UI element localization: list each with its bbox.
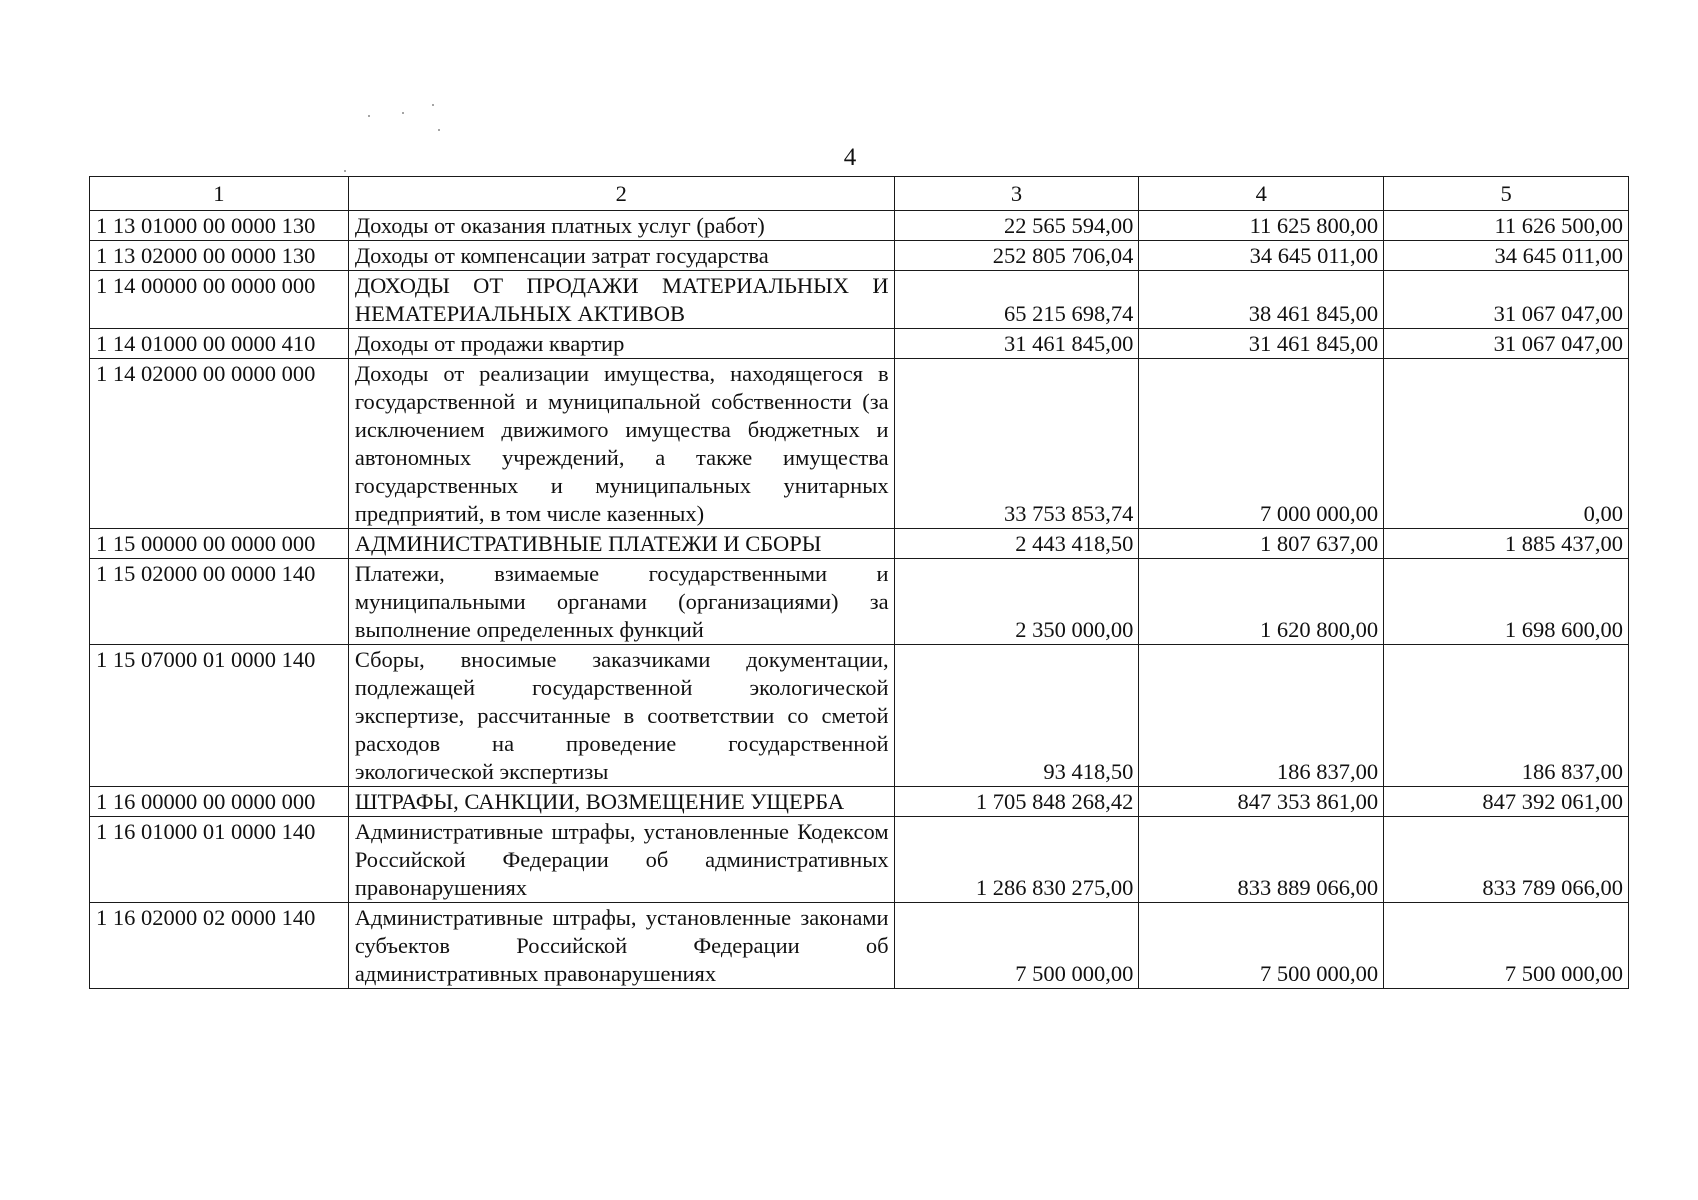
table-row [90, 271, 1629, 329]
revenue-name-cell: ДОХОДЫ ОТ ПРОДАЖИ МАТЕРИАЛЬНЫХ И НЕМАТЕРИАЛЬНЫХ АКТИВОВ [348, 271, 894, 329]
column-header: 4 [1139, 177, 1384, 211]
amount-col4-cell: 1 620 800,00 [1139, 559, 1384, 645]
table-row [90, 241, 1629, 271]
budget-code-cell: 1 14 01000 00 0000 410 [90, 329, 349, 359]
budget-code-cell: 1 15 07000 01 0000 140 [90, 645, 349, 787]
scan-speck [432, 104, 434, 106]
amount-col5-cell: 7 500 000,00 [1384, 903, 1629, 989]
budget-code-cell: 1 13 01000 00 0000 130 [90, 211, 349, 241]
amount-col4-cell: 38 461 845,00 [1139, 271, 1384, 329]
amount-col5-cell: 11 626 500,00 [1384, 211, 1629, 241]
amount-col4-cell: 1 807 637,00 [1139, 529, 1384, 559]
revenue-name-cell: Доходы от продажи квартир [348, 329, 894, 359]
budget-code-cell: 1 14 00000 00 0000 000 [90, 271, 349, 329]
amount-col3-cell: 7 500 000,00 [894, 903, 1139, 989]
revenue-name-cell: Доходы от реализации имущества, находящегося в государственной и муниципальной собственности (за исключением движимого имущества бюджетных и автономных учреждений, а также имущества государственных и муниципальных унитарных предприятий, в том числе казенных) [348, 359, 894, 529]
amount-col5-cell: 0,00 [1384, 359, 1629, 529]
table-row [90, 529, 1629, 559]
table-row [90, 645, 1629, 787]
amount-col5-cell: 1 698 600,00 [1384, 559, 1629, 645]
amount-col4-cell: 847 353 861,00 [1139, 787, 1384, 817]
amount-col3-cell: 1 705 848 268,42 [894, 787, 1139, 817]
amount-col5-cell: 833 789 066,00 [1384, 817, 1629, 903]
table-row [90, 903, 1629, 989]
amount-col3-cell: 33 753 853,74 [894, 359, 1139, 529]
amount-col5-cell: 31 067 047,00 [1384, 271, 1629, 329]
amount-col3-cell: 2 443 418,50 [894, 529, 1139, 559]
amount-col4-cell: 34 645 011,00 [1139, 241, 1384, 271]
amount-col4-cell: 833 889 066,00 [1139, 817, 1384, 903]
scan-speck [368, 115, 370, 117]
amount-col3-cell: 2 350 000,00 [894, 559, 1139, 645]
amount-col5-cell: 31 067 047,00 [1384, 329, 1629, 359]
amount-col4-cell: 11 625 800,00 [1139, 211, 1384, 241]
column-header: 3 [894, 177, 1139, 211]
amount-col3-cell: 252 805 706,04 [894, 241, 1139, 271]
revenue-name-cell: Платежи, взимаемые государственными и муниципальными органами (организациями) за выполнение определенных функций [348, 559, 894, 645]
amount-col4-cell: 7 000 000,00 [1139, 359, 1384, 529]
scan-speck [344, 170, 346, 172]
amount-col3-cell: 1 286 830 275,00 [894, 817, 1139, 903]
table-row [90, 359, 1629, 529]
amount-col4-cell: 31 461 845,00 [1139, 329, 1384, 359]
budget-code-cell: 1 16 02000 02 0000 140 [90, 903, 349, 989]
scan-speck [438, 129, 440, 131]
column-header: 2 [348, 177, 894, 211]
amount-col4-cell: 7 500 000,00 [1139, 903, 1384, 989]
column-header: 1 [90, 177, 349, 211]
amount-col3-cell: 22 565 594,00 [894, 211, 1139, 241]
amount-col5-cell: 1 885 437,00 [1384, 529, 1629, 559]
budget-code-cell: 1 13 02000 00 0000 130 [90, 241, 349, 271]
table-row [90, 329, 1629, 359]
column-header: 5 [1384, 177, 1629, 211]
revenue-name-cell: Доходы от оказания платных услуг (работ) [348, 211, 894, 241]
amount-col3-cell: 93 418,50 [894, 645, 1139, 787]
amount-col5-cell: 34 645 011,00 [1384, 241, 1629, 271]
table-row [90, 787, 1629, 817]
budget-code-cell: 1 16 00000 00 0000 000 [90, 787, 349, 817]
amount-col5-cell: 186 837,00 [1384, 645, 1629, 787]
page-number: 4 [843, 144, 857, 171]
table-row [90, 817, 1629, 903]
budget-revenue-table [89, 176, 1629, 989]
amount-col5-cell: 847 392 061,00 [1384, 787, 1629, 817]
amount-col4-cell: 186 837,00 [1139, 645, 1384, 787]
budget-code-cell: 1 16 01000 01 0000 140 [90, 817, 349, 903]
budget-code-cell: 1 15 00000 00 0000 000 [90, 529, 349, 559]
revenue-name-cell: АДМИНИСТРАТИВНЫЕ ПЛАТЕЖИ И СБОРЫ [348, 529, 894, 559]
table-row [90, 211, 1629, 241]
amount-col3-cell: 31 461 845,00 [894, 329, 1139, 359]
table-row [90, 559, 1629, 645]
budget-code-cell: 1 15 02000 00 0000 140 [90, 559, 349, 645]
revenue-name-cell: Доходы от компенсации затрат государства [348, 241, 894, 271]
revenue-name-cell: Административные штрафы, установленные Кодексом Российской Федерации об административных правонарушениях [348, 817, 894, 903]
amount-col3-cell: 65 215 698,74 [894, 271, 1139, 329]
revenue-name-cell: Административные штрафы, установленные законами субъектов Российской Федерации об административных правонарушениях [348, 903, 894, 989]
column-number-row [90, 177, 1629, 211]
budget-code-cell: 1 14 02000 00 0000 000 [90, 359, 349, 529]
revenue-name-cell: Сборы, вносимые заказчиками документации, подлежащей государственной экологической экспертизе, рассчитанные в соответствии со сметой расходов на проведение государственной экологической экспертизы [348, 645, 894, 787]
revenue-name-cell: ШТРАФЫ, САНКЦИИ, ВОЗМЕЩЕНИЕ УЩЕРБА [348, 787, 894, 817]
scan-speck [402, 112, 404, 114]
